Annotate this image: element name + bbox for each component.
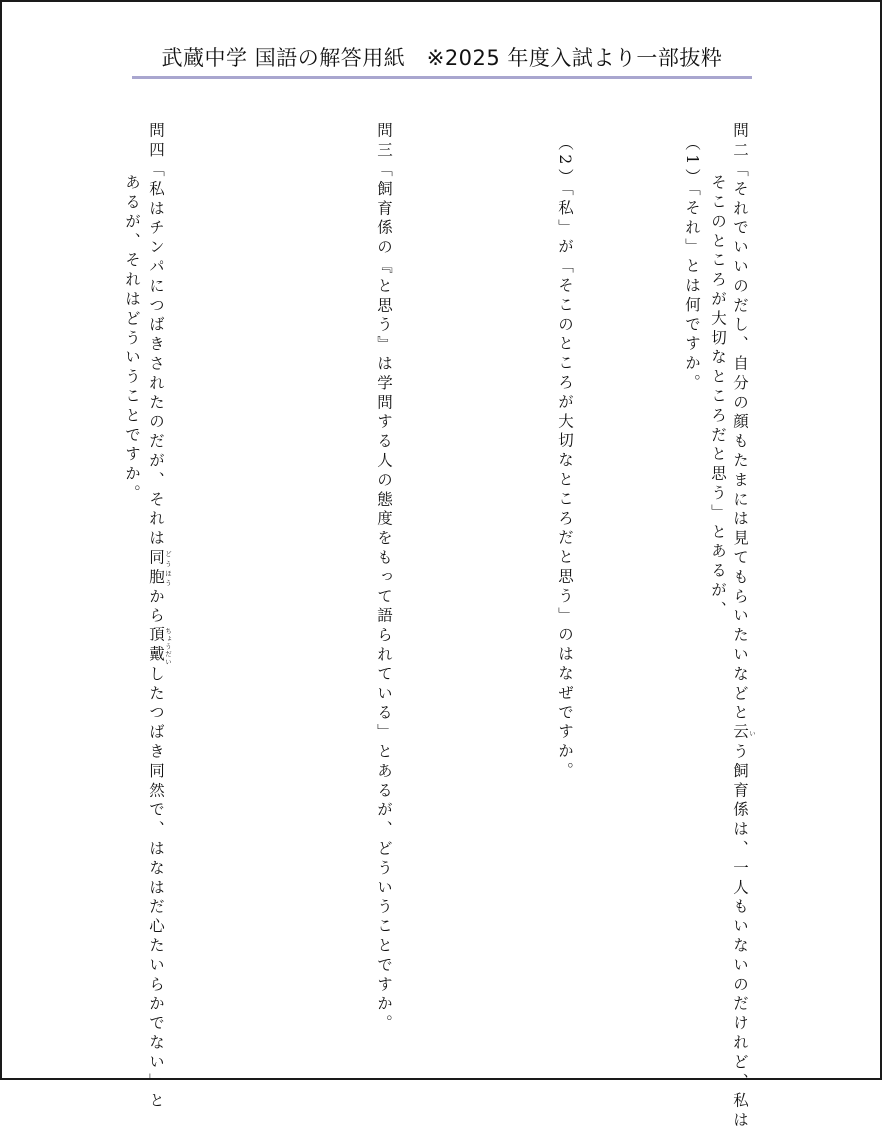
question-4-text-d: あるが、それはどういうことですか。	[123, 174, 141, 504]
question-2-sub-2-label: （2）	[556, 135, 574, 188]
question-2-sub-1-text: 「それ」とは何ですか。	[683, 187, 701, 394]
ruby-base: 云	[731, 723, 749, 743]
question-2-text-c: そこのところが大切なところだと思う」とあるが、	[709, 174, 727, 621]
question-3	[373, 122, 395, 1034]
question-3-text: 「飼育係の『と思う』は学問する人の態度をもって語られている」とあるが、どういうことですか。	[375, 160, 393, 1034]
ruby-base: 頂戴	[147, 626, 165, 666]
question-2-text-a: 「それでいいのだし、自分の顔もたまには見てもらいたいなどと	[731, 160, 749, 724]
question-2-sub-2-text: 「私」が「そこのところが大切なところだと思う」のはなぜですか。	[556, 187, 574, 782]
question-2-ruby	[731, 723, 756, 743]
question-2-line-2	[707, 174, 729, 620]
title-underline	[132, 76, 752, 79]
question-4-text-c: したつばき同然で、はなはだ心たいらかでない」と	[147, 665, 165, 1112]
question-4-line-2	[121, 174, 143, 504]
question-2-label: 問二	[731, 122, 749, 161]
question-3-label: 問三	[375, 122, 393, 161]
question-2-line-1	[729, 122, 756, 1131]
header	[132, 42, 752, 72]
ruby-reading: どうほう	[164, 548, 172, 588]
ruby-reading: い	[748, 723, 756, 743]
question-2-sub-1	[681, 135, 703, 393]
question-2-text-b: う飼育係は、一人もいないのだけれど、私は	[731, 742, 749, 1131]
question-4-line-1	[145, 122, 172, 1111]
question-4-label: 問四	[147, 122, 165, 161]
question-4-ruby-2	[147, 626, 172, 666]
question-2-sub-1-label: （1）	[683, 135, 701, 188]
ruby-reading: ちょうだい	[164, 626, 172, 666]
ruby-base: 同胞	[147, 548, 165, 588]
page-title: 武蔵中学 国語の解答用紙 ※2025 年度入試より一部抜粋	[161, 46, 723, 70]
question-4-text-a: 「私はチンパにつばきされたのだが、それは	[147, 160, 165, 549]
question-4-text-b: から	[147, 587, 165, 627]
question-4-ruby-1	[147, 548, 172, 588]
question-2-sub-2	[554, 135, 576, 781]
